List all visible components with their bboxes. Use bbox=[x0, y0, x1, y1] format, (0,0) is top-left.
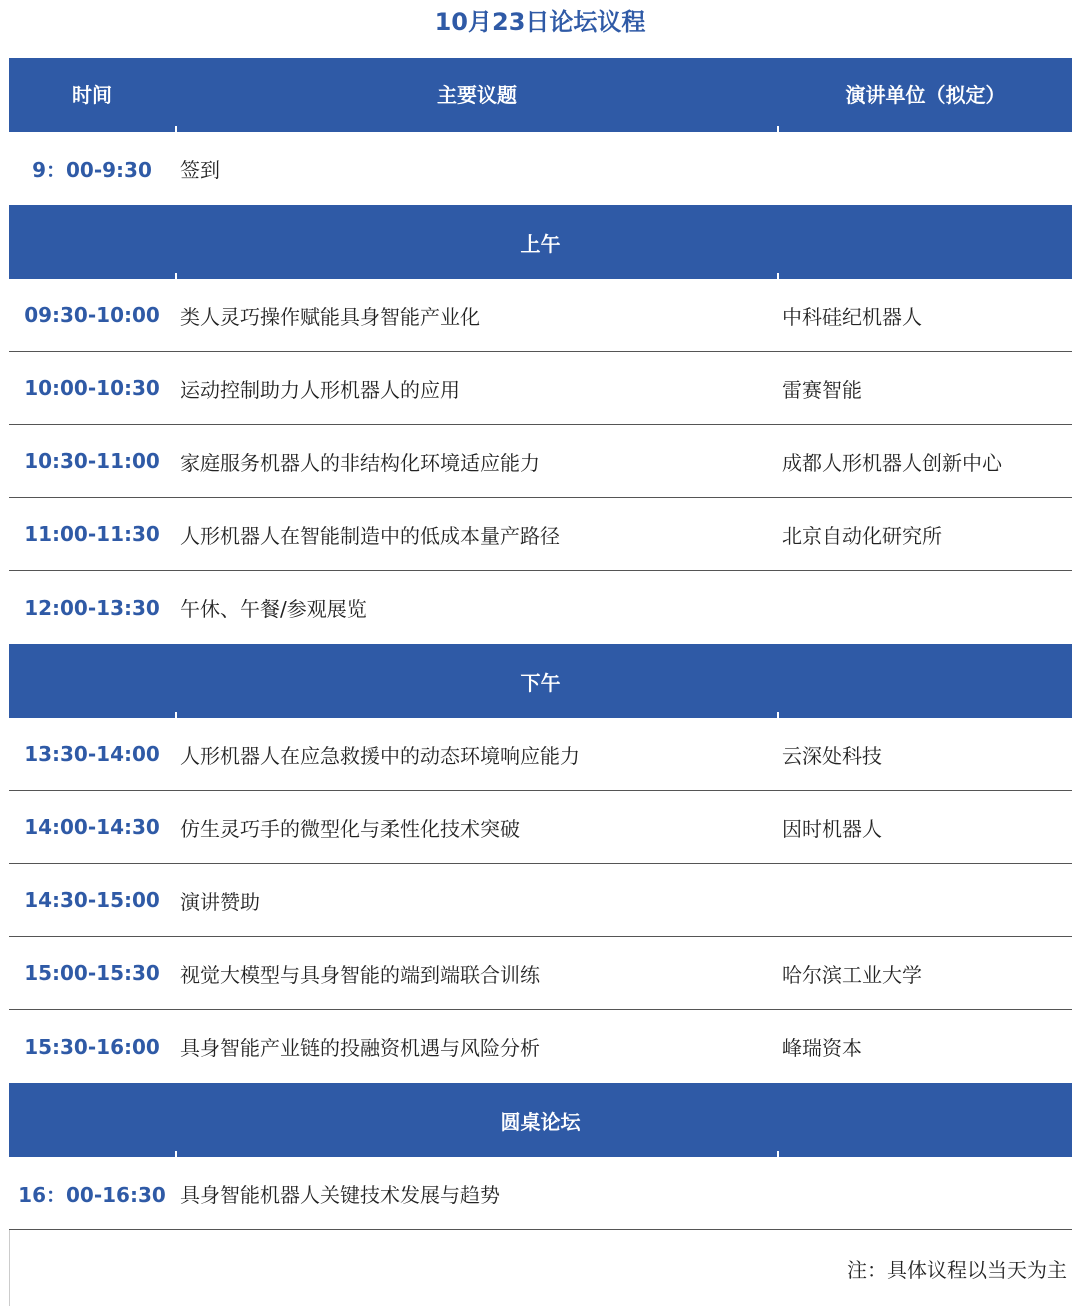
footer-note: 注：具体议程以当天为主 bbox=[847, 1258, 1067, 1282]
footer bbox=[9, 1230, 1073, 1306]
row-topic: 签到 bbox=[180, 158, 220, 182]
table-row bbox=[9, 571, 1072, 644]
row-time: 15:30-16:00 bbox=[24, 1034, 160, 1059]
row-time: 13:30-14:00 bbox=[24, 742, 160, 766]
section-band-afternoon bbox=[9, 644, 1072, 718]
table-row bbox=[9, 498, 1072, 571]
row-time: 11:00-11:30 bbox=[24, 522, 160, 546]
header-org: 演讲单位（拟定） bbox=[845, 83, 1006, 107]
row-time: 10:30-11:00 bbox=[24, 449, 160, 473]
header-time: 时间 bbox=[72, 83, 112, 107]
table-row bbox=[9, 352, 1072, 425]
row-topic: 运动控制助力人形机器人的应用 bbox=[180, 377, 460, 402]
row-time: 16：00-16:30 bbox=[18, 1182, 166, 1207]
table-row bbox=[9, 718, 1072, 791]
row-time: 09:30-10:00 bbox=[24, 303, 160, 327]
row-topic: 人形机器人在智能制造中的低成本量产路径 bbox=[180, 523, 560, 548]
row-topic: 仿生灵巧手的微型化与柔性化技术突破 bbox=[180, 816, 520, 841]
row-time: 12:00-13:30 bbox=[24, 595, 160, 620]
row-time: 14:00-14:30 bbox=[24, 815, 160, 839]
table-row bbox=[9, 279, 1072, 352]
section-label: 上午 bbox=[520, 231, 561, 256]
section-band-roundtable bbox=[9, 1083, 1072, 1157]
section-label: 下午 bbox=[520, 670, 561, 695]
row-org: 因时机器人 bbox=[782, 816, 882, 841]
row-topic: 家庭服务机器人的非结构化环境适应能力 bbox=[180, 450, 540, 475]
row-org: 雷赛智能 bbox=[782, 377, 862, 402]
row-org: 云深处科技 bbox=[782, 743, 882, 768]
row-topic: 具身智能产业链的投融资机遇与风险分析 bbox=[180, 1036, 540, 1060]
row-time: 15:00-15:30 bbox=[24, 961, 160, 985]
table-row bbox=[9, 864, 1072, 937]
row-topic: 演讲赞助 bbox=[180, 889, 260, 914]
row-time: 10:00-10:30 bbox=[24, 376, 160, 400]
table-row bbox=[9, 937, 1072, 1010]
row-org: 哈尔滨工业大学 bbox=[782, 962, 922, 987]
table-header bbox=[9, 58, 1072, 132]
row-org: 中科硅纪机器人 bbox=[782, 304, 922, 329]
row-topic: 类人灵巧操作赋能具身智能产业化 bbox=[180, 304, 480, 329]
row-org: 峰瑞资本 bbox=[782, 1036, 862, 1060]
row-topic: 午休、午餐/参观展览 bbox=[180, 597, 367, 621]
row-topic: 具身智能机器人关键技术发展与趋势 bbox=[180, 1182, 500, 1207]
row-topic: 人形机器人在应急救援中的动态环境响应能力 bbox=[180, 743, 580, 768]
table-row bbox=[9, 1010, 1072, 1083]
table-row bbox=[9, 791, 1072, 864]
row-time: 9：00-9:30 bbox=[32, 158, 152, 182]
row-topic: 视觉大模型与具身智能的端到端联合训练 bbox=[180, 962, 540, 987]
page-title: 10月23日论坛议程 bbox=[434, 8, 646, 36]
row-org: 北京自动化研究所 bbox=[782, 523, 942, 548]
section-band-morning bbox=[9, 205, 1072, 279]
row-org: 成都人形机器人创新中心 bbox=[782, 450, 1002, 475]
table-row bbox=[9, 1157, 1072, 1230]
agenda-table bbox=[9, 58, 1072, 1306]
section-label: 圆桌论坛 bbox=[500, 1109, 581, 1134]
row-time: 14:30-15:00 bbox=[24, 888, 160, 912]
table-row bbox=[9, 425, 1072, 498]
table-row bbox=[9, 132, 1072, 205]
header-topic: 主要议题 bbox=[437, 83, 517, 107]
